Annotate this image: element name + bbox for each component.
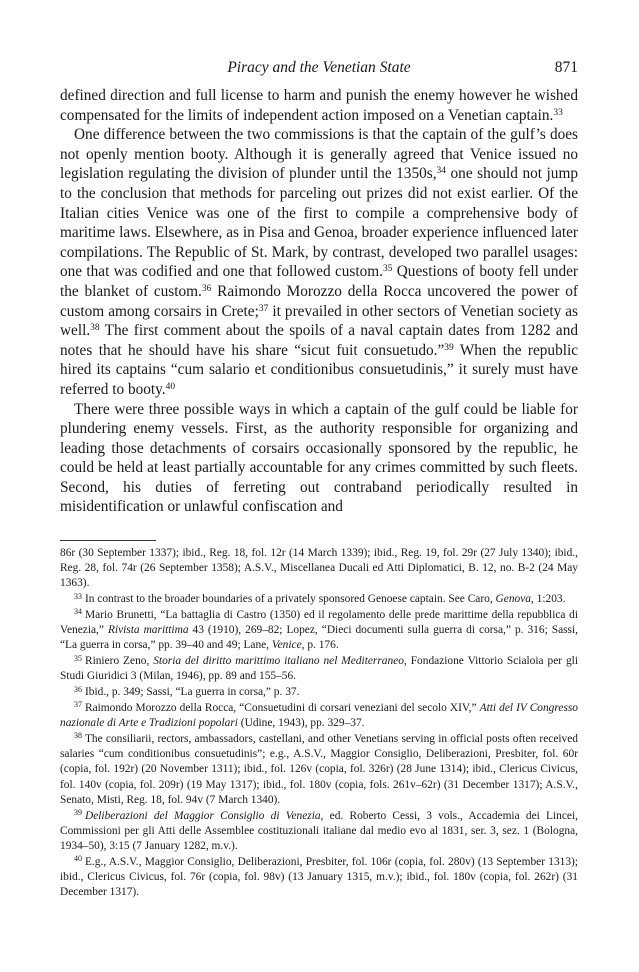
paragraph-2: One difference between the two commissions is that the captain of the gulf’s does not openly mention booty. Although it is generally agreed that Venice issued no legislation regulating the division of plunder until the 1350s,$^{34}$ one should not jump to the conclusion that methods for parceling out prizes did not exist earlier. Of the Italian cities Venice was one of the first to compile a comprehensive body of maritime laws. Elsewhere, as in Pisa and Genoa, broader experience influenced later compilations. The Republic of St. Mark, by contrast, developed two parallel usages: one that was codified and one that followed custom.$^{35}$ Questions of booty fell under the blanket of custom.$^{36}$ Raimondo Morozzo della Rocca uncovered the power of custom among corsairs in Crete;$^{37}$ it prevailed in other sectors of Venetian society as well.$^{38}$ The first comment about the spoils of a naval captain dates from 1282 and notes that he should have his share “sicut fuit consuetudo.”$^{39}$ When the republic hired its captains “cum salario et conditionibus consuetudinis,” it surely must have referred to booty.$^{40}$ bbox=[60, 126, 579, 398]
footnote-ref-35[interactable]: 35 bbox=[382, 264, 393, 275]
footnote-number: 38 bbox=[74, 731, 82, 741]
footnote-33: $^{33}$ In contrast to the broader boundaries of a privately sponsored Genoese captain. See Caro, Genova, 1:203. bbox=[74, 591, 566, 606]
running-title: Piracy and the Venetian State bbox=[227, 59, 411, 76]
footnote-39: $^{39}$ Deliberazioni del Maggior Consiglio di Venezia, ed. Roberto Cessi, 3 vols., Accademia dei Lincei, Commissioni per gli Atti delle Assemblee costituzionali italiane dal medio evo al 1831, ser. 3, sez. 1 (Bologna, 1934–50), 3:15 (7 January 1282, m.v.). bbox=[60, 808, 578, 853]
footnote-ref-40[interactable]: 40 bbox=[165, 381, 176, 392]
paragraph-1: defined direction and full license to harm and punish the enemy however he wished compensated for the limits of independent action imposed on a Venetian captain.$^{33}$ bbox=[60, 87, 578, 124]
footnote-ref-33[interactable]: 33 bbox=[553, 107, 563, 118]
footnote-number: 35 bbox=[74, 653, 82, 663]
footnote-number: 36 bbox=[74, 684, 82, 694]
footnote-ref-37[interactable]: 37 bbox=[258, 303, 269, 314]
footnote-37: $^{37}$ Raimondo Morozzo della Rocca, “Consuetudini di corsari veneziani del secolo XIV,” Atti del IV Congresso nazionale di Arte e Tradizioni popolari (Udine, 1943), pp. 329–37. bbox=[60, 700, 579, 730]
body-text bbox=[60, 86, 578, 517]
footnote-34: $^{34}$ Mario Brunetti, “La battaglia di Castro (1350) ed il regolamento delle prede marittime della repubblica di Venezia,” Rivista marittima 43 (1910), 269–82; Lopez, “Dieci documenti sulla guerra di corsa,” p. 316; Sassi, “La guerra in corsa,” pp. 39–40 and 49; Lane, Venice, p. 176. bbox=[60, 607, 579, 652]
footnotes bbox=[60, 546, 578, 900]
footnote-ref-34[interactable]: 34 bbox=[436, 166, 446, 177]
page-number: 871 bbox=[554, 59, 578, 76]
footnote-ref-39[interactable]: 39 bbox=[444, 342, 454, 353]
footnote-number: 39 bbox=[74, 808, 82, 818]
footnote-number: 40 bbox=[74, 854, 82, 864]
footnote-35: $^{35}$ Riniero Zeno, Storia del diritto marittimo italiano nel Mediterraneo, Fondazione Vittorio Scialoia per gli Studi Giuridici 3 (Milan, 1946), pp. 89 and 155–56. bbox=[60, 653, 578, 683]
footnote-number: 37 bbox=[74, 700, 82, 710]
footnote-40: $^{40}$ E.g., A.S.V., Maggior Consiglio, Deliberazioni, Presbiter, fol. 106r (copia, fol. 280v) (13 September 1313); ibid., Clericus Civicus, fol. 76r (copia, fol. 98v) (13 January 1315, m.v.); ibid., fol. 180v (copia, fol. 262r) (31 December 1317). bbox=[60, 854, 578, 899]
footnote-ref-38[interactable]: 38 bbox=[90, 322, 100, 333]
footnote-ref-36[interactable]: 36 bbox=[201, 283, 212, 294]
footnote-38: $^{38}$ The consiliarii, rectors, ambassadors, castellani, and other Venetians serving in official posts often received salaries “cum conditionibus consuetudinis”; e.g., A.S.V., Maggior Consiglio, Deliberazioni, Presbiter, fol. 60r (copia, fol. 192r) (20 November 1311); ibid., fol. 126v (copia, fol. 326r) (28 June 1314); ibid., Clericus Civicus, fol. 140v (copia, fol. 209r) (19 May 1317); ibid., fol. 180v (copia, fols. 261v–62r) (31 December 1317); A.S.V., Senato, Misti, Reg. 18, fol. 94v (7 March 1340). bbox=[60, 731, 578, 806]
footnote-number: 34 bbox=[74, 607, 82, 617]
footnote-number: 33 bbox=[74, 591, 82, 601]
paragraph-3: There were three possible ways in which a captain of the gulf could be liable for plundering enemy vessels. First, as the authority responsible for organizing and leading those detachments of corsairs occasionally sponsored by the republic, he could be held at least partially accountable for any crimes committed by such fleets. Second, his duties of ferreting out contraband periodically resulted in misidentification or unlawful confiscation and bbox=[60, 400, 578, 516]
footnote-36: $^{36}$ Ibid., p. 349; Sassi, “La guerra in corsa,” p. 37. bbox=[74, 684, 300, 699]
footnote-divider bbox=[60, 540, 156, 541]
running-header bbox=[60, 59, 578, 79]
footnote-continuation: 86r (30 September 1337); ibid., Reg. 18, fol. 12r (14 March 1339); ibid., Reg. 19, fol. 29r (27 July 1340); ibid., Reg. 28, fol. 74r (26 September 1358); A.S.V., Miscellanea Ducali ed Atti Diplomatici, B. 12, no. B-2 (24 May 1363). bbox=[60, 547, 578, 590]
